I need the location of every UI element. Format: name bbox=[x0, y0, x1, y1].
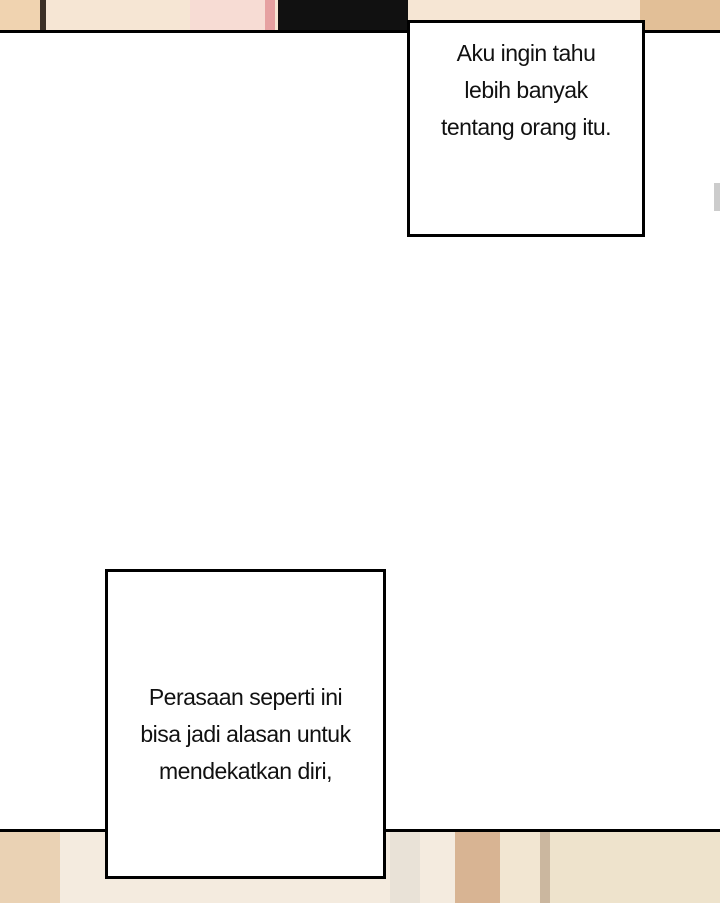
speech-box-1 bbox=[407, 20, 645, 237]
speech-text-2: Perasaan seperti ini bisa jadi alasan untuk mendekatkan diri, bbox=[140, 683, 351, 784]
speech-box-2 bbox=[105, 569, 386, 879]
speech-text-1: Aku ingin tahu lebih banyak tentang orang itu. bbox=[440, 40, 612, 140]
edge-marker bbox=[714, 183, 720, 211]
